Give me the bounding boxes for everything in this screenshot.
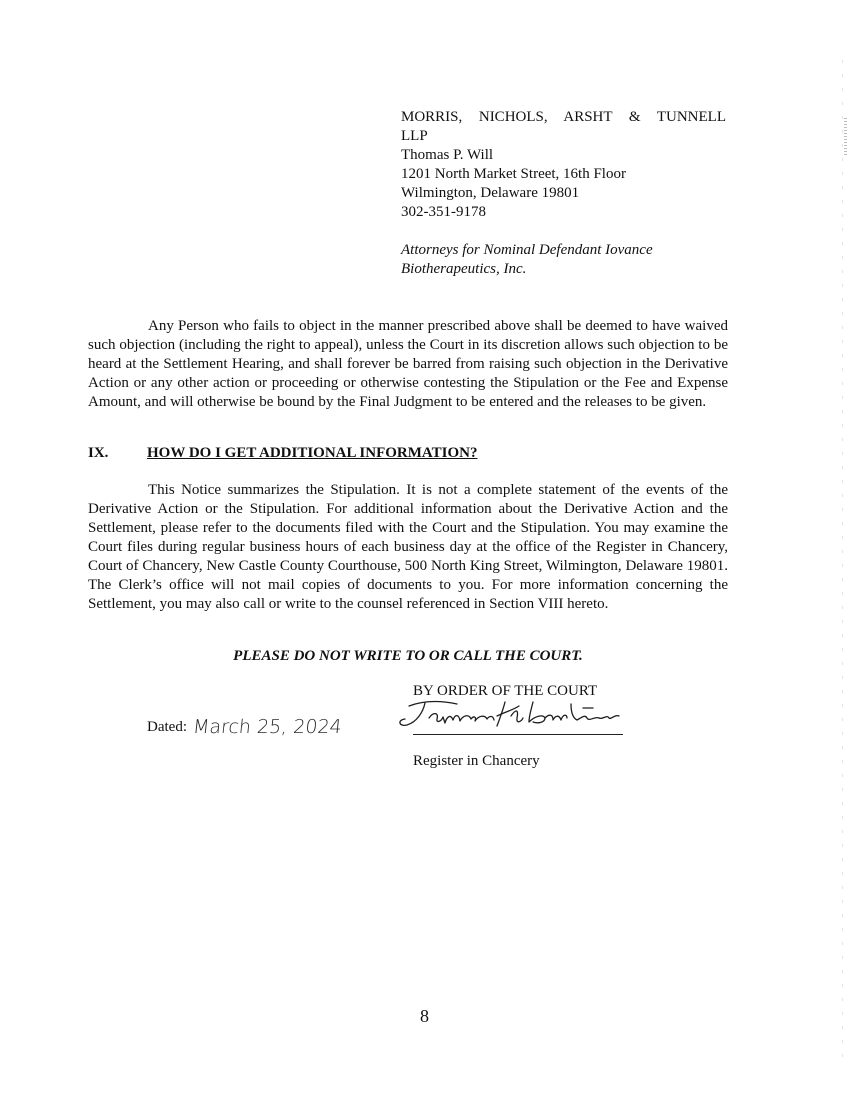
phone-number: 302-351-9178 (401, 204, 486, 220)
address-line2: Wilmington, Delaware 19801 (401, 185, 580, 201)
firm-name-line2: LLP (401, 128, 428, 144)
objection-paragraph: Any Person who fails to object in the manner prescribed above shall be deemed to have waived such objection (including the right to appeal), unless the Court in its discretion allows such objection to be heard at the Settlement Hearing, and shall forever be barred from raising such objection in the Derivative Action or any other action or proceeding or otherwise contesting the Stipulation or the Fee and Expense Amount, and will otherwise be bound by the Final Judgment to be entered and the releases to be given. (88, 318, 728, 410)
attorney-name: Thomas P. Will (401, 147, 494, 163)
firm-name-line1: MORRIS, NICHOLS, ARSHT & TUNNELL (401, 109, 726, 125)
handwritten-date: March 25, 2024 (191, 716, 343, 738)
section-title: HOW DO I GET ADDITIONAL INFORMATION? (147, 445, 478, 461)
dated-line (147, 716, 341, 737)
signer-title: Register in Chancery (413, 753, 540, 769)
additional-info-paragraph: This Notice summarizes the Stipulation. It is not a complete statement of the events of the Derivative Action or the Stipulation. For additional information about the Derivative Action and the Settlement, please refer to the documents filed with the Court and the Stipulation. You may examine the Court files during regular business hours of each business day at the office of the Register in Chancery, Court of Chancery, New Castle County Courthouse, 500 North King Street, Wilmington, Delaware 19801. The Clerk’s office will not mail copies of documents to you. For more information concerning the Settlement, you may also call or write to the counsel referenced in Section VIII hereto. (88, 482, 728, 612)
attorneys-role-line2: Biotherapeutics, Inc. (401, 261, 527, 277)
address-line1: 1201 North Market Street, 16th Floor (401, 166, 626, 182)
attorneys-role-line1: Attorneys for Nominal Defendant Iovance (401, 242, 653, 258)
section-number: IX. (88, 445, 109, 461)
dated-label: Dated: (147, 719, 187, 735)
page-number: 8 (420, 1006, 429, 1026)
court-warning: PLEASE DO NOT WRITE TO OR CALL THE COURT. (233, 648, 583, 664)
scan-edge-artifact (842, 60, 843, 1060)
signature-image (395, 692, 635, 736)
counsel-block (401, 108, 726, 279)
scan-mark-artifact (844, 118, 847, 156)
section-heading (88, 444, 477, 463)
order-of-court: BY ORDER OF THE COURT (413, 683, 598, 699)
signature-line (413, 734, 623, 735)
